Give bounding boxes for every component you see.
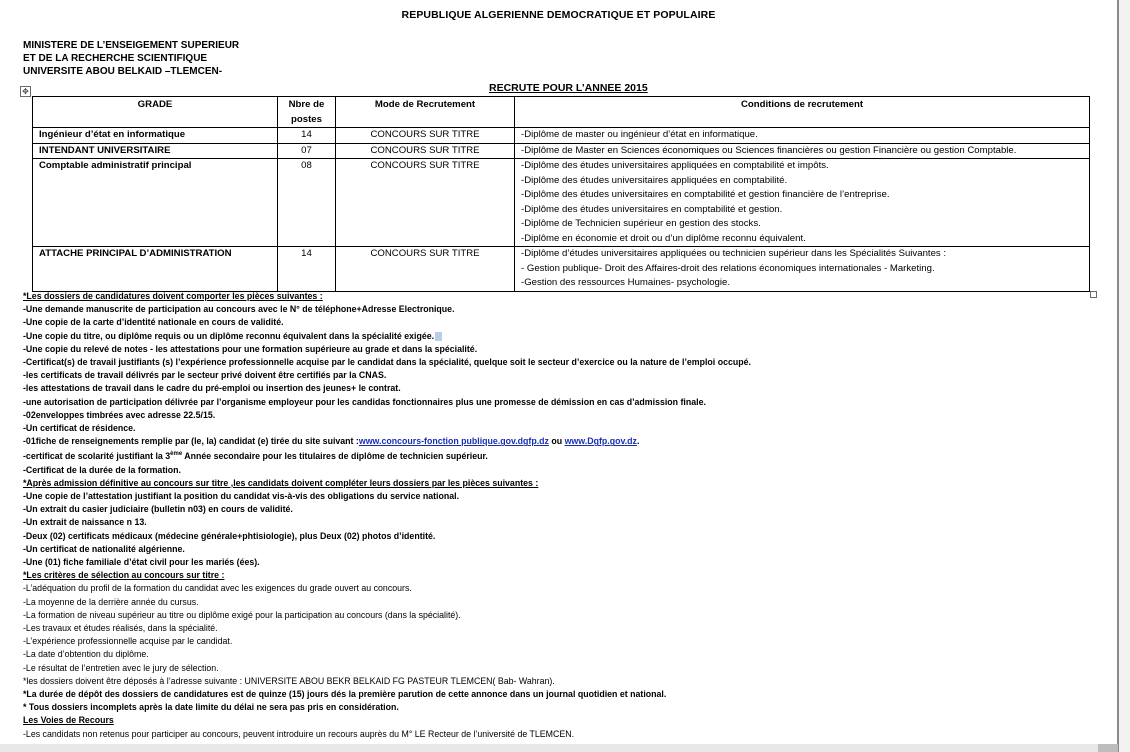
grade-cell: Ingénieur d’état en informatique — [33, 128, 278, 144]
header-conditions: Conditions de recrutement — [515, 97, 1090, 128]
window-gutter — [1119, 0, 1130, 752]
mode-cell: CONCOURS SUR TITRE — [336, 143, 515, 159]
dgfp-link-domain: Dgfp.gov.dz — [587, 436, 637, 447]
condition-line: -Diplôme des études universitaires appliquées en comptabilité et impôts. — [521, 160, 829, 171]
condition-line: - Gestion publique- Droit des Affaires-droit des relations économiques internationales - Marketing. — [521, 262, 935, 274]
critere-item: *les dossiers doivent être déposés à l’adresse suivante : UNIVERSITE ABOU BEKR BELKAID FG PASTEUR TLEMCEN( Bab- Wahran). — [23, 675, 555, 686]
dossier-item-scolarite — [23, 448, 1113, 463]
condition-line: -Diplôme de Technicien supérieur en gestion des stocks. — [521, 218, 761, 229]
critere-item: -La formation de niveau supérieur au titre ou diplôme exigé pour la participation au concours (dans la spécialité). — [23, 609, 461, 620]
conditions-cell — [515, 159, 1090, 247]
fiche-end: . — [636, 436, 640, 447]
dossier-item-text: -Une copie du titre, ou diplôme requis ou un diplôme reconnu équivalent dans la spécialité exigée. — [23, 330, 435, 341]
notes-section — [23, 290, 1113, 741]
condition-line: -Diplôme des études universitaires en comptabilité et gestion. — [521, 203, 783, 215]
scrollbar-thumb[interactable] — [1098, 744, 1118, 752]
dossier-item: -les certificats de travail délivrés par le secteur privé doivent être certifiés par la CNAS. — [23, 370, 387, 381]
condition-line: -Diplôme en économie et droit ou d’un diplôme reconnu équivalent. — [521, 232, 806, 244]
ministry-block — [23, 39, 239, 78]
critere-item: -Le résultat de l’entretien avec le jury de sélection. — [23, 662, 219, 673]
mode-cell: CONCOURS SUR TITRE — [336, 128, 515, 144]
nbre-cell: 08 — [278, 159, 336, 247]
mode-cell: CONCOURS SUR TITRE — [336, 159, 515, 247]
scolarite-rest: Année secondaire pour les titulaires de diplôme de technicien supérieur. — [182, 451, 488, 462]
dossier-item: -Certificat(s) de travail justifiants (s) l’expérience professionnelle acquise par le candidat dans la spécialité, quelque soit le secteur d’exercice ou la nature de l’emploi occupé. — [23, 357, 751, 368]
critere-item: -L’adéquation du profil de la formation du candidat avec les exigences du grade ouvert au concours. — [23, 583, 412, 594]
dossier-item: -les attestations de travail dans le cadre du pré-emploi ou insertion des jeunes+ le contrat. — [23, 383, 401, 394]
dossier-item: -Une copie de la carte d’identité nationale en cours de validité. — [23, 317, 284, 328]
dgfp-link[interactable] — [564, 436, 640, 447]
dossier-item: -Une demande manuscrite de participation au concours avec le N° de téléphone+Adresse Electronique. — [23, 304, 455, 315]
ministry-line: ET DE LA RECHERCHE SCIENTIFIQUE — [23, 53, 208, 64]
ministry-line: MINISTERE DE L’ENSEIGEMENT SUPERIEUR — [23, 40, 240, 51]
admission-item: -Un certificat de nationalité algérienne. — [23, 543, 185, 554]
recruitment-table — [32, 96, 1090, 292]
conditions-cell — [515, 247, 1090, 292]
grade-cell: INTENDANT UNIVERSITAIRE — [33, 143, 278, 159]
dossier-item: -Un certificat de résidence. — [23, 423, 136, 434]
admission-item: -Deux (02) certificats médicaux (médecine générale+phtisiologie), plus Deux (02) photos d’identité. — [23, 530, 436, 541]
criteres-heading: *Les critères de sélection au concours sur titre : — [23, 570, 225, 581]
recrute-heading: RECRUTE POUR L’ANNEE 2015 — [489, 82, 648, 94]
condition-line: -Diplôme des études universitaires en comptabilité et gestion financière de l’entreprise. — [521, 189, 890, 200]
dossier-item: -Une copie du relevé de notes - les attestations pour une formation supérieure au grade et dans la spécialité. — [23, 343, 478, 354]
dossier-item: -02enveloppes timbrées avec adresse 22.5/15. — [23, 409, 216, 420]
fiche-ou: ou — [548, 436, 565, 447]
condition-line: -Diplôme des études universitaires appliquées en comptabilité. — [521, 174, 788, 186]
conditions-cell — [515, 128, 1090, 144]
critere-item: -La moyenne de la derrière année du cursus. — [23, 596, 199, 607]
admission-item: -Un extrait de naissance n 13. — [23, 517, 147, 528]
nbre-cell: 14 — [278, 247, 336, 292]
table-row — [33, 128, 1090, 144]
admission-item: -Une (01) fiche familiale d’état civil pour les mariés (ées). — [23, 556, 260, 567]
dossier-item-fiche — [23, 435, 1113, 448]
dossier-item — [23, 330, 1113, 343]
critere-item: -La date d’obtention du diplôme. — [23, 649, 149, 660]
fiche-text: -01fiche de renseignements remplie par (le, la) candidat (e) tirée du site suivant : — [23, 436, 359, 447]
dossier-item: -Certificat de la durée de la formation. — [23, 464, 181, 475]
header-grade: GRADE — [33, 97, 278, 128]
concours-link[interactable]: www.concours-fonction publique.gov.dgfp.dz — [358, 436, 549, 447]
ministry-line: UNIVERSITE ABOU BELKAID –TLEMCEN- — [23, 66, 223, 77]
mode-cell: CONCOURS SUR TITRE — [336, 247, 515, 292]
table-row — [33, 159, 1090, 247]
dossier-item: -une autorisation de participation délivrée par l’organisme employeur pour les candidas fonctionnaires plus une promesse de démission en cas d’admission finale. — [23, 396, 706, 407]
critere-item: -L’expérience professionnelle acquise par le candidat. — [23, 636, 233, 647]
header-nbre: Nbre de postes — [278, 97, 336, 128]
admission-item: -Une copie de l’attestation justifiant la position du candidat vis-à-vis des obligations du service national. — [23, 490, 460, 501]
conditions-cell — [515, 143, 1090, 159]
incomplets-note: * Tous dossiers incomplets après la date limite du délai ne sera pas pris en considération. — [23, 702, 399, 713]
scolarite-text: -certificat de scolarité justifiant la 3 — [23, 451, 171, 462]
header-mode: Mode de Recrutement — [336, 97, 515, 128]
condition-line: -Diplôme de master ou ingénieur d’état en informatique. — [521, 129, 758, 140]
recours-text: -Les candidats non retenus pour participer au concours, peuvent introduire un recours auprès du M° LE Recteur de l’université de TLEMCEN. — [23, 728, 575, 739]
admission-heading: *Après admission définitive au concours sur titre ,les candidats doivent compléter leurs dossiers par les pièces suivantes : — [23, 477, 539, 488]
dgfp-link-prefix: www. — [564, 436, 588, 447]
nbre-cell: 07 — [278, 143, 336, 159]
text-cursor-selection — [435, 332, 442, 341]
grade-cell: Comptable administratif principal — [33, 159, 278, 247]
duree-note: *La durée de dépôt des dossiers de candidatures est de quinze (15) jours dés la première parution de cette annonce dans un journal quotidien et national. — [23, 689, 667, 700]
grade-cell: ATTACHE PRINCIPAL D’ADMINISTRATION — [33, 247, 278, 292]
table-row — [33, 247, 1090, 292]
horizontal-scrollbar[interactable] — [0, 744, 1117, 752]
scolarite-sup: ème — [170, 451, 183, 458]
table-row — [33, 143, 1090, 159]
condition-line: -Diplôme de Master en Sciences économiques ou Sciences financières ou gestion Financière ou gestion Comptable. — [521, 144, 1017, 156]
table-header-row — [33, 97, 1090, 128]
dossiers-heading: *Les dossiers de candidatures doivent comporter les pièces suivantes : — [23, 291, 323, 301]
critere-item: -Les travaux et études réalisés, dans la spécialité. — [23, 623, 218, 633]
condition-line: -Diplôme d’études universitaires appliquées ou technicien supérieur dans les Spécialités Suivantes : — [521, 248, 947, 259]
republic-title: REPUBLIQUE ALGERIENNE DEMOCRATIQUE ET POPULAIRE — [401, 9, 716, 21]
nbre-cell: 14 — [278, 128, 336, 144]
condition-line: -Gestion des ressources Humaines- psychologie. — [521, 277, 731, 288]
recours-heading: Les Voies de Recours — [23, 715, 114, 726]
table-move-handle-icon[interactable]: ✥ — [20, 86, 31, 97]
admission-item: -Un extrait du casier judiciaire (bulletin n03) en cours de validité. — [23, 504, 293, 515]
